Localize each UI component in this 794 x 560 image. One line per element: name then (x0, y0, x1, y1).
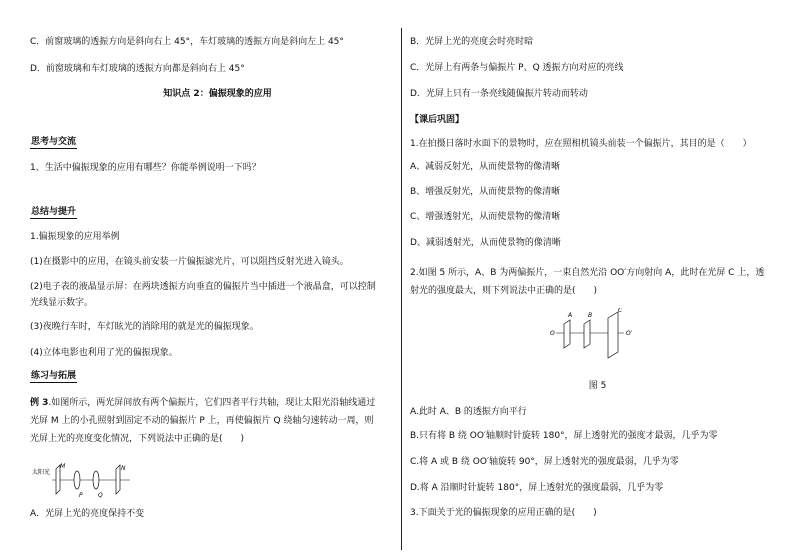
screen-c (608, 312, 618, 358)
label-a: A (568, 312, 573, 319)
option-d-text: D．前窗玻璃和车灯玻璃的透振方向都是斜向右上 45° (30, 64, 245, 74)
option-d-text-right: D．光屏上只有一条亮线随偏振片转动而转动 (410, 89, 588, 99)
application-title: 1.偏振现象的应用举例 (30, 232, 120, 242)
label-q: Q (98, 492, 103, 499)
polarizer-q (93, 471, 99, 489)
review-q1-option-b: B、增强反射光，从而使景物的像清晰 (410, 187, 561, 197)
review-q2-option-c: C.将 A 或 B 绕 OO′轴旋转 90°，屏上透射光的强度最弱，几乎为零 (410, 457, 679, 467)
example-3-line3: 光屏上光的亮度变化情况，下列说法中正确的是( ) (30, 434, 245, 444)
review-q2-option-d: D.将 A 沿顺时针旋转 180°，屏上透射光的强度最弱，几乎为零 (410, 483, 664, 493)
after-class-heading: 【课后巩固】 (410, 115, 465, 125)
review-q1-option-d: D、减弱透射光，从而使景物的像清晰 (410, 238, 561, 248)
review-q2-line2: 射光的强度最大，则下列说法中正确的是( ) (410, 286, 598, 296)
polarizer-b (584, 320, 590, 348)
review-q1-option-a: A、减弱反射光，从而使景物的像清晰 (410, 162, 561, 172)
option-c-text-right: C．光屏上有两条与偏振片 P、Q 透振方向对应的亮线 (410, 63, 624, 73)
example-3-label: 例 3 (30, 398, 49, 408)
option-c-text: C．前窗玻璃的透振方向是斜向右上 45°，车灯玻璃的透振方向是斜向左上 45° (30, 37, 344, 47)
option-a-text: A．光屏上光的亮度保持不变 (30, 509, 145, 519)
application-1: (1)在摄影中的应用，在镜头前安装一片偏振滤光片，可以阻挡反射光进入镜头。 (30, 257, 349, 267)
review-q3: 3.下面关于光的偏振现象的应用正确的是( ) (410, 508, 597, 518)
think-and-discuss-heading: 思考与交流 (31, 137, 77, 147)
label-o-prime: O′ (626, 330, 633, 337)
screen-n (116, 465, 120, 494)
right-column (410, 0, 785, 560)
label-b: B (588, 312, 593, 319)
sunlight-label: 太阳光 (32, 469, 51, 476)
application-2-line1: (2)电子表的液晶显示屏：在两块透振方向垂直的偏振片当中插进一个液晶盒，可以控制 (30, 282, 376, 292)
review-q2-option-b: B.只有将 B 绕 OO′轴顺时针旋转 180°，屏上透射光的强度才最弱，几乎为零 (410, 431, 718, 441)
application-2-line2: 光线显示数字。 (30, 298, 94, 308)
review-q1-option-c: C、增强透射光，从而使景物的像清晰 (410, 212, 561, 222)
summary-heading: 总结与提升 (31, 207, 77, 217)
knowledge-point-2-heading: 知识点 2：偏振现象的应用 (163, 89, 272, 99)
question-1-text: 1、生活中偏振现象的应用有哪些？你能举例说明一下吗？ (30, 163, 261, 173)
application-4: (4)立体电影也利用了光的偏振现象。 (30, 348, 178, 358)
label-n: N (121, 465, 126, 472)
polarizer-figure (30, 460, 140, 500)
figure-5 (548, 308, 648, 368)
label-c: C (618, 308, 623, 314)
example-3-line1 (30, 397, 375, 409)
figure-5-caption: 图 5 (588, 381, 607, 391)
example-3-text: .如图所示，两光屏间放有两个偏振片，它们四者平行共轴，现让太阳光沿轴线通过 (48, 398, 376, 408)
left-column (30, 0, 405, 560)
example-3-line2: 光屏 M 上的小孔照射到固定不动的偏振片 P 上，再使偏振片 Q 绕轴匀速转动一周，则 (30, 416, 374, 426)
label-m: M (60, 463, 66, 470)
column-divider (401, 28, 402, 550)
polarizer-a (564, 320, 570, 348)
application-3: (3)夜晚行车时，车灯眩光的消除用的就是光的偏振现象。 (30, 322, 259, 332)
review-q1: 1.在拍摄日落时水面下的景物时，应在照相机镜头前装一个偏振片，其目的是（ ） (410, 139, 752, 149)
label-p: P (79, 492, 83, 499)
option-b-text: B．光屏上光的亮度会时亮时暗 (410, 37, 534, 47)
practice-heading: 练习与拓展 (31, 371, 77, 381)
polarizer-p (74, 471, 80, 489)
review-q2-line1: 2.如图 5 所示，A、B 为两偏振片，一束自然光沿 OO′方向射向 A，此时在光屏 C 上，透 (410, 268, 765, 278)
label-o: O (550, 330, 555, 337)
review-q2-option-a: A.此时 A、B 的透振方向平行 (410, 407, 527, 417)
